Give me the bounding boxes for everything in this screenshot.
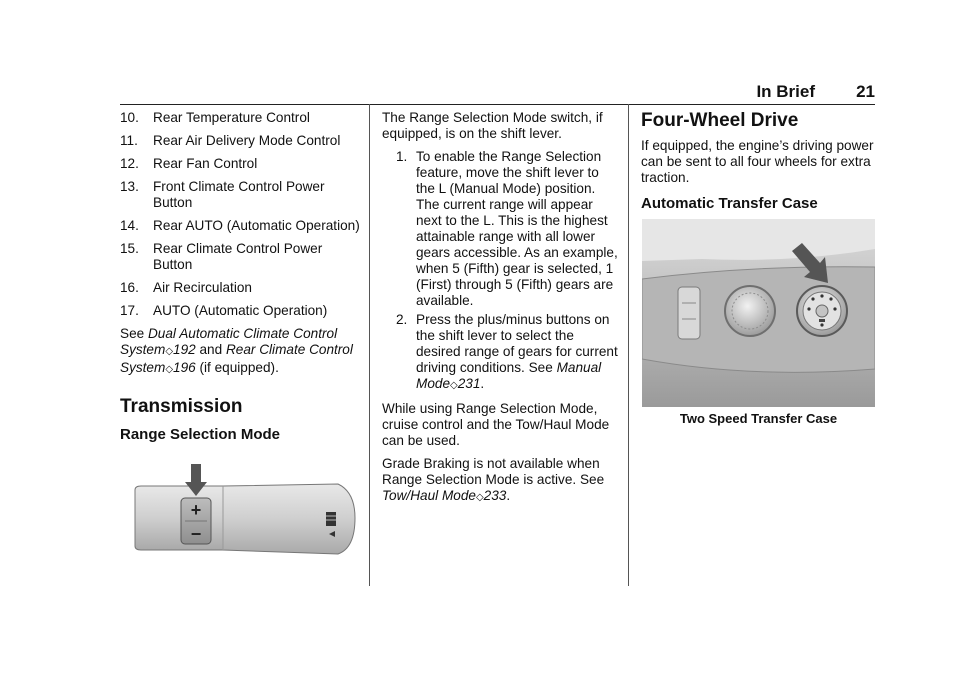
page-ref-icon: ◇ [475,492,484,503]
page-ref-icon: ◇ [450,380,458,391]
list-item: 11. Rear Air Delivery Mode Control [120,133,341,148]
column-divider-1 [369,104,370,586]
four-wheel-drive-paragraph: If equipped, the engine’s driving power can be sent to all four wheels for extra traction. [641,138,874,185]
list-item: 2. Press the plus/minus buttons on the shift lever to select the desired range of gears for current driving conditions. See Manual Mode◇231. [396,312,618,391]
page-reference[interactable]: 196 [173,360,196,375]
shift-lever-svg [133,462,359,558]
transfer-case-illustration [642,219,875,407]
range-steps-list [382,149,620,394]
heading-transmission: Transmission [120,396,243,417]
heading-transfer-case: Automatic Transfer Case [641,195,818,212]
list-item: 14. Rear AUTO (Automatic Operation) [120,218,360,233]
cross-reference-link[interactable]: Tow/Haul Mode [382,488,476,503]
cross-reference-link[interactable]: Rear Climate Control System [120,342,353,375]
heading-range-selection: Range Selection Mode [120,426,281,443]
list-item: 13. Front Climate Control Power Button [120,179,325,210]
page-ref-icon: ◇ [165,346,174,357]
page-reference[interactable]: 231 [457,376,481,391]
list-item: 17. AUTO (Automatic Operation) [120,303,328,318]
transfer-case-svg [642,219,875,407]
header-rule [120,104,875,105]
minus-label: − [190,524,202,544]
list-item: 1. To enable the Range Selection feature, move the shift lever to the L (Manual Mode) position. The current range will appear next to the L. This is the highest attainable range with all lower gears accessible. As an example, when 5 (Fifth) gear is selected, 1 (First) through 5 (Fifth) gears are available. [396,149,618,308]
list-item: 15. Rear Climate Control Power Button [120,241,323,272]
cross-reference-link[interactable]: Dual Automatic Climate Control System [120,326,338,357]
side-switch[interactable] [678,287,700,339]
column-2 [382,110,620,506]
see-also-paragraph: See Dual Automatic Climate Control System◇192 and Rear Climate Control System◇196 (if equipped). [120,326,353,375]
column-1 [120,110,360,444]
page-ref-icon: ◇ [165,364,174,375]
shift-lever-illustration [133,462,359,558]
column-divider-2 [628,104,629,586]
intro-paragraph: The Range Selection Mode switch, if equipped, is on the shift lever. [382,110,603,141]
page-reference[interactable]: 192 [173,342,196,357]
list-item: 12. Rear Fan Control [120,156,258,171]
page-header [120,82,875,104]
cross-reference-link[interactable]: Manual Mode [416,360,602,391]
figure-caption: Two Speed Transfer Case [679,411,838,426]
climate-control-list [120,110,360,319]
page-number: 21 [856,82,875,101]
list-item: 10. Rear Temperature Control [120,110,310,125]
page-reference[interactable]: 233 [483,488,507,503]
column-3 [641,110,877,213]
section-title: In Brief [756,82,815,101]
tow-haul-paragraph: While using Range Selection Mode, cruise control and the Tow/Haul Mode can be used. [382,401,610,448]
heading-four-wheel-drive: Four-Wheel Drive [641,110,799,131]
grade-braking-paragraph: Grade Braking is not available when Range Selection Mode is active. See Tow/Haul Mode◇233. [382,456,605,503]
list-item: 16. Air Recirculation [120,280,252,295]
plus-label: + [190,500,202,520]
